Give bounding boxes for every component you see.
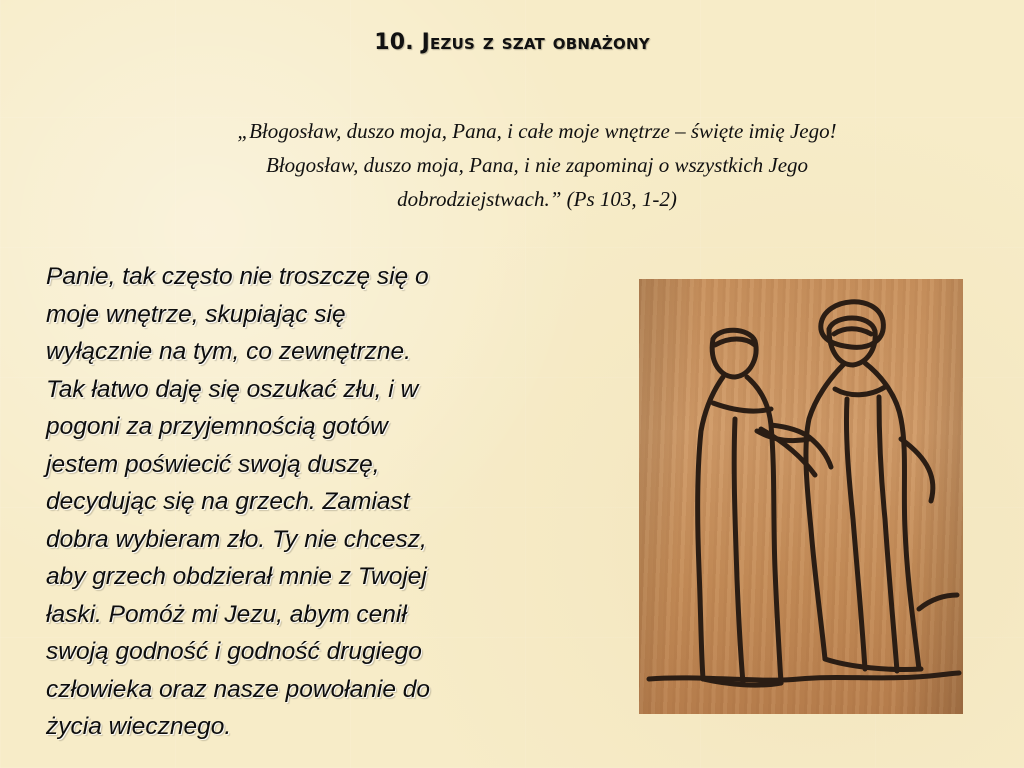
quote-line: dobrodziejstwach.” (Ps 103, 1-2) (397, 187, 677, 211)
slide-title: 10. Jezus z szat obnażony (374, 30, 650, 55)
prayer-text (46, 258, 556, 746)
prayer-line: decydując się na grzech. Zamiast (46, 488, 410, 515)
quote-line: „Błogosław, duszo moja, Pana, i całe moje wnętrze – święte imię Jego! (237, 119, 837, 143)
wood-carving-two-figures-icon (639, 279, 963, 714)
prayer-line: życia wiecznego. (46, 713, 232, 740)
scripture-quote (120, 114, 954, 216)
prayer-line: aby grzech obdzierał mnie z Twojej (46, 563, 427, 590)
quote-line: Błogosław, duszo moja, Pana, i nie zapominaj o wszystkich Jego (265, 153, 809, 177)
prayer-line: swoją godność i godność drugiego (46, 638, 422, 665)
prayer-line: jestem poświecić swoją duszę, (46, 450, 380, 478)
prayer-line: Tak łatwo daję się oszukać złu, i w (46, 375, 419, 403)
prayer-line: pogoni za przyjemnością gotów (46, 413, 388, 440)
wood-carving-image (639, 279, 963, 714)
prayer-line: dobra wybieram zło. Ty nie chcesz, (46, 525, 427, 553)
prayer-line: moje wnętrze, skupiając się (46, 300, 346, 328)
prayer-line: wyłącznie na tym, co zewnętrzne. (46, 338, 411, 365)
prayer-line: łaski. Pomóż mi Jezu, abym cenił (46, 600, 407, 628)
prayer-line: człowieka oraz nasze powołanie do (46, 675, 431, 703)
prayer-line: Panie, tak często nie troszczę się o (46, 263, 429, 290)
